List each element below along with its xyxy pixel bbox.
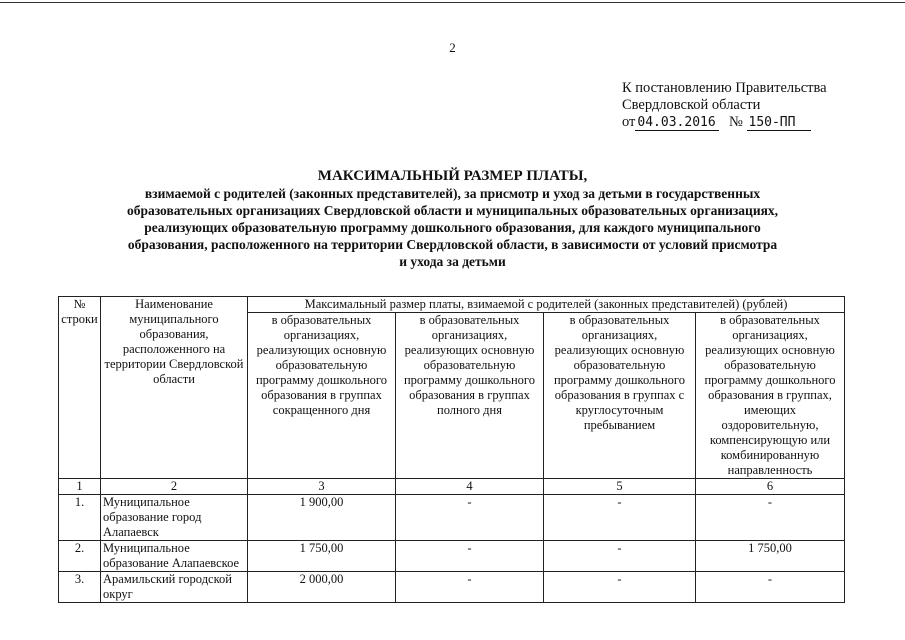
fee-table xyxy=(58,296,845,603)
column-number: 2 xyxy=(101,479,248,495)
row-value-col-6: - xyxy=(696,572,845,603)
row-value-col-3: 1 750,00 xyxy=(248,541,396,572)
row-value-col-5: - xyxy=(544,572,696,603)
row-num: 2. xyxy=(59,541,101,572)
document-title xyxy=(60,168,845,270)
row-municipality: Муниципальное образование Алапаевское xyxy=(101,541,248,572)
row-num: 3. xyxy=(59,572,101,603)
attachment-date: 04.03.2016 xyxy=(635,116,719,131)
table-row xyxy=(59,572,845,603)
header-col-5: в образовательных организациях, реализующих основную образовательную программу дошкольного образования в группах с круглосуточным пребыванием xyxy=(544,313,696,479)
column-number: 3 xyxy=(248,479,396,495)
attachment-date-line xyxy=(622,114,827,131)
attachment-number-prefix: № xyxy=(729,114,743,130)
header-name: Наименование муниципального образования, расположенного на территории Свердловской области xyxy=(101,297,248,479)
row-value-col-4: - xyxy=(396,541,544,572)
attachment-line-2: Свердловской области xyxy=(622,97,761,113)
row-municipality: Муниципальное образование город Алапаевск xyxy=(101,495,248,541)
page-number: 2 xyxy=(449,40,456,55)
header-col-6: в образовательных организациях, реализующих основную образовательную программу дошкольного образования в группах, имеющих оздоровительную, компенсирующую или комбинированную направленность xyxy=(696,313,845,479)
row-municipality: Арамильский городской округ xyxy=(101,572,248,603)
column-number: 5 xyxy=(544,479,696,495)
attachment-from-prefix: от xyxy=(622,114,636,130)
column-number: 1 xyxy=(59,479,101,495)
title-line-5: образования, расположенного на территории Свердловской области, в зависимости от условий присмотра xyxy=(127,237,778,252)
row-value-col-5: - xyxy=(544,541,696,572)
column-number: 6 xyxy=(696,479,845,495)
title-line-6: и ухода за детьми xyxy=(399,254,506,269)
title-line-2: взимаемой с родителей (законных представителей), за присмотр и уход за детьми в государственных xyxy=(144,186,761,201)
column-number-row xyxy=(59,479,845,495)
header-col-3: в образовательных организациях, реализующих основную образовательную программу дошкольного образования в группах сокращенного дня xyxy=(248,313,396,479)
attachment-line-1: К постановлению Правительства xyxy=(622,80,827,96)
header-num: № строки xyxy=(59,297,101,479)
row-value-col-4: - xyxy=(396,572,544,603)
table-row xyxy=(59,541,845,572)
attachment-number: 150-ПП xyxy=(747,116,811,131)
row-value-col-5: - xyxy=(544,495,696,541)
header-col-4: в образовательных организациях, реализующих основную образовательную программу дошкольного образования в группах полного дня xyxy=(396,313,544,479)
row-value-col-6: - xyxy=(696,495,845,541)
title-line-1: МАКСИМАЛЬНЫЙ РАЗМЕР ПЛАТЫ, xyxy=(317,168,588,184)
row-value-col-6: 1 750,00 xyxy=(696,541,845,572)
top-border-line xyxy=(0,2,905,3)
row-value-col-4: - xyxy=(396,495,544,541)
attachment-block xyxy=(622,80,827,131)
header-row-1 xyxy=(59,297,845,313)
header-group: Максимальный размер платы, взимаемой с родителей (законных представителей) (рублей) xyxy=(248,297,845,313)
row-num: 1. xyxy=(59,495,101,541)
row-value-col-3: 2 000,00 xyxy=(248,572,396,603)
row-value-col-3: 1 900,00 xyxy=(248,495,396,541)
column-number: 4 xyxy=(396,479,544,495)
table-row xyxy=(59,495,845,541)
title-line-3: образовательных организациях Свердловской области и муниципальных образовательных организациях, xyxy=(126,203,779,218)
title-line-4: реализующих образовательную программу дошкольного образования, для каждого муниципального xyxy=(144,220,761,235)
